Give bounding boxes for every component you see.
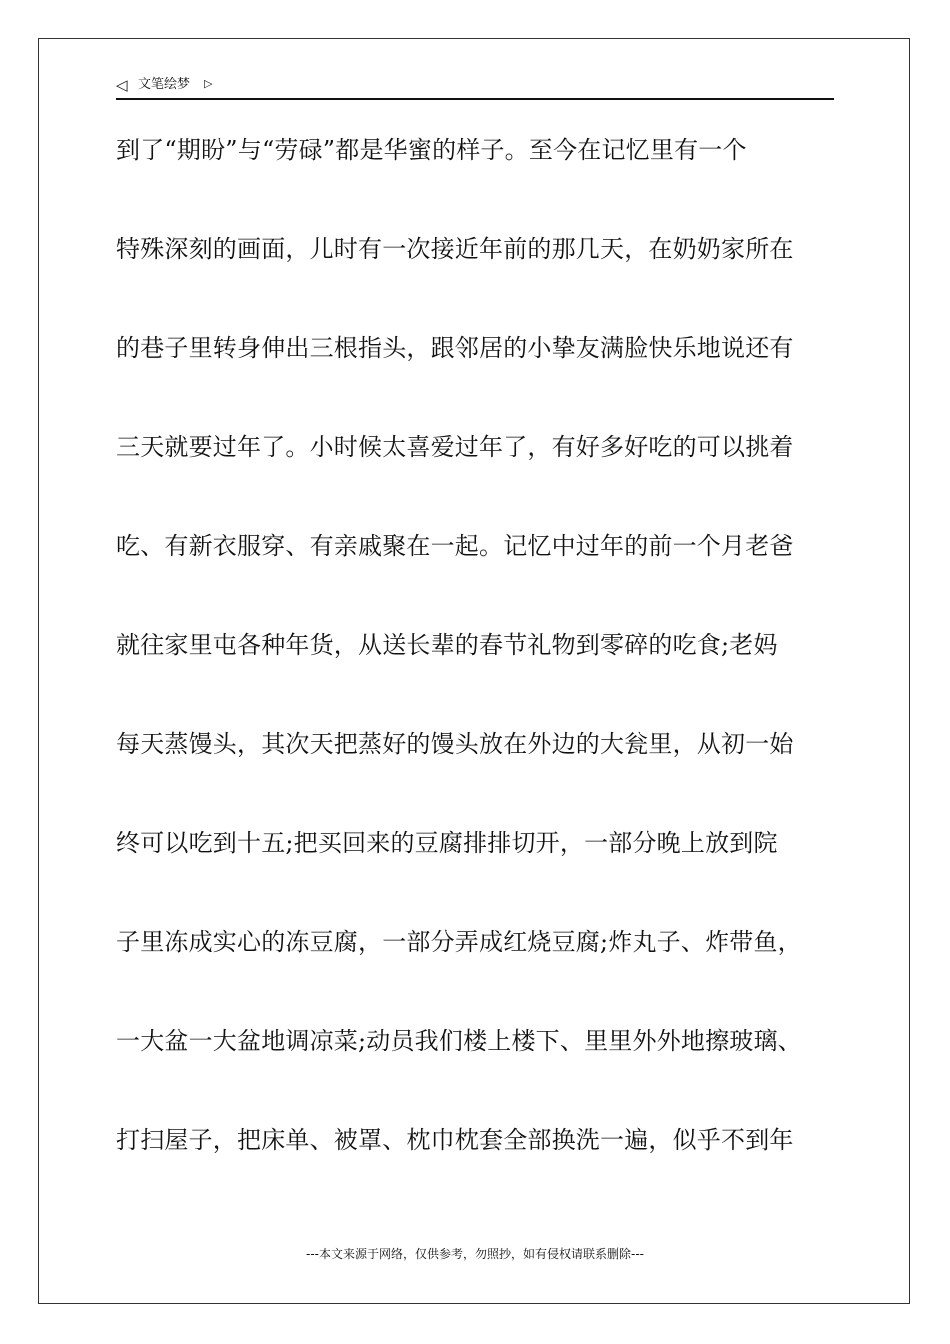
text-line: 吃、有新衣服穿、有亲戚聚在一起。记忆中过年的前一个月老爸 (116, 532, 794, 560)
body-text (116, 128, 876, 1217)
left-triangle-icon: ◁ (116, 76, 128, 94)
text-line: 打扫屋子，把床单、被罩、枕巾枕套全部换洗一遍，似乎不到年 (116, 1126, 794, 1154)
text-line: 子里冻成实心的冻豆腐，一部分弄成红烧豆腐;炸丸子、炸带鱼， (116, 928, 802, 956)
right-triangle-icon: ▷ (204, 77, 213, 90)
text-line: 一大盆一大盆地调凉菜;动员我们楼上楼下、里里外外地擦玻璃、 (116, 1027, 802, 1055)
text-line: 特殊深刻的画面，儿时有一次接近年前的那几天，在奶奶家所在 (116, 235, 794, 263)
page-header (116, 74, 834, 100)
text-line: 的巷子里转身伸出三根指头，跟邻居的小挚友满脸快乐地说还有 (116, 334, 794, 362)
text-line: 到了“期盼”与“劳碌”都是华蜜的样子。至今在记忆里有一个 (116, 136, 747, 164)
text-line: 终可以吃到十五;把买回来的豆腐排排切开，一部分晚上放到院 (116, 829, 778, 857)
footer-disclaimer: ---本文来源于网络，仅供参考，勿照抄，如有侵权请联系删除--- (306, 1247, 644, 1261)
header-title: 文笔绘梦 (138, 77, 191, 92)
text-line: 就往家里屯各种年货，从送长辈的春节礼物到零碎的吃食;老妈 (116, 631, 778, 659)
text-line: 每天蒸馒头，其次天把蒸好的馒头放在外边的大瓮里，从初一始 (116, 730, 794, 758)
text-line: 三天就要过年了。小时候太喜爱过年了，有好多好吃的可以挑着 (116, 433, 794, 461)
